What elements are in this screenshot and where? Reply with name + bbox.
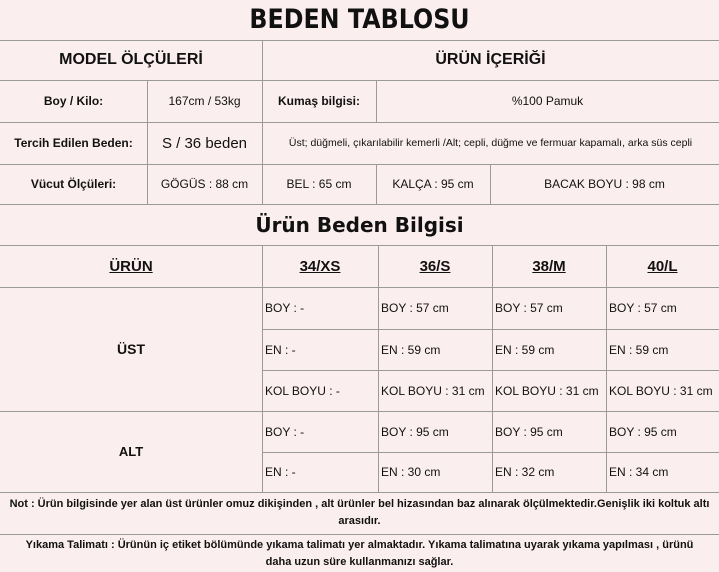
model-measurements-header: MODEL ÖLÇÜLERİ [59, 51, 203, 68]
size-cell: BOY : 95 cm [381, 424, 449, 439]
fabric-value: %100 Pamuk [511, 94, 584, 108]
size-cell: KOL BOYU : - [265, 383, 340, 398]
size-cell: EN : - [265, 465, 296, 479]
size-cell: EN : 30 cm [381, 465, 441, 479]
size-cell: BOY : 95 cm [495, 424, 563, 439]
size-cell: EN : 34 cm [609, 465, 669, 479]
size-cell: BOY : 57 cm [609, 301, 677, 315]
group-label-top: ÜST [117, 341, 145, 357]
size-cell: BOY : 95 cm [609, 424, 677, 439]
washing-instructions [0, 537, 719, 571]
size-cell: BOY : - [265, 424, 305, 439]
product-content-header: ÜRÜN İÇERİĞİ [435, 51, 546, 68]
size-cell: EN : 59 cm [609, 342, 669, 357]
size-header-34-xs: 34/XS [299, 257, 341, 275]
size-cell: KOL BOYU : 31 cm [609, 383, 713, 398]
grid-line [0, 492, 719, 493]
leg-measurement: BACAK BOYU : 98 cm [544, 177, 665, 191]
note-line: Yıkama Talimatı : Ürünün iç etiket bölümünde yıkama talimatı yer almaktadır. Yıkama talimatına uyarak yıkama yapılması , ürünü [25, 539, 694, 551]
height-weight-label: Boy / Kilo: [43, 94, 104, 108]
measurement-note [0, 496, 719, 530]
size-cell: BOY : - [265, 301, 305, 315]
page-title: BEDEN TABLOSU [249, 4, 470, 35]
waist-measurement: BEL : 65 cm [286, 177, 352, 191]
grid-line [0, 534, 719, 535]
size-cell: EN : 32 cm [495, 465, 555, 479]
size-cell: EN : 59 cm [495, 342, 555, 357]
group-label-bottom: ALT [118, 444, 144, 459]
size-header-36-s: 36/S [419, 257, 451, 275]
size-cell: KOL BOYU : 31 cm [495, 383, 599, 398]
hip-measurement: KALÇA : 95 cm [392, 177, 474, 191]
note-line: daha uzun süre kullanmanızı sağlar. [265, 556, 454, 568]
size-cell: EN : 59 cm [381, 342, 441, 357]
size-cell: BOY : 57 cm [495, 301, 563, 315]
preferred-size-label: Tercih Edilen Beden: [14, 136, 133, 150]
size-cell: EN : - [265, 342, 296, 357]
product-description: Üst; düğmeli, çıkarılabilir kemerli /Alt; cepli, düğme ve fermuar kapamalı, arka süs cepli [288, 137, 693, 149]
size-cell: KOL BOYU : 31 cm [381, 383, 485, 398]
size-header-40-l: 40/L [647, 257, 678, 275]
chest-measurement: GÖGÜS : 88 cm [160, 177, 249, 191]
note-line: Not : Ürün bilgisinde yer alan üst ürünler omuz dikişinden , alt ürünler bel hizasından baz alınarak ölçülmektedir.Genişlik iki koltuk altı [9, 498, 710, 510]
body-measurements-label: Vücut Ölçüleri: [30, 177, 117, 191]
size-header-38-m: 38/M [532, 257, 566, 275]
product-column-header: ÜRÜN [109, 257, 153, 275]
size-info-title: Ürün Beden Bilgisi [255, 213, 464, 237]
size-cell: BOY : 57 cm [381, 301, 449, 315]
height-weight-value: 167cm / 53kg [168, 94, 241, 108]
note-line: arasıdır. [338, 515, 381, 527]
fabric-label: Kumaş bilgisi: [277, 94, 360, 108]
preferred-size-value: S / 36 beden [161, 134, 248, 152]
